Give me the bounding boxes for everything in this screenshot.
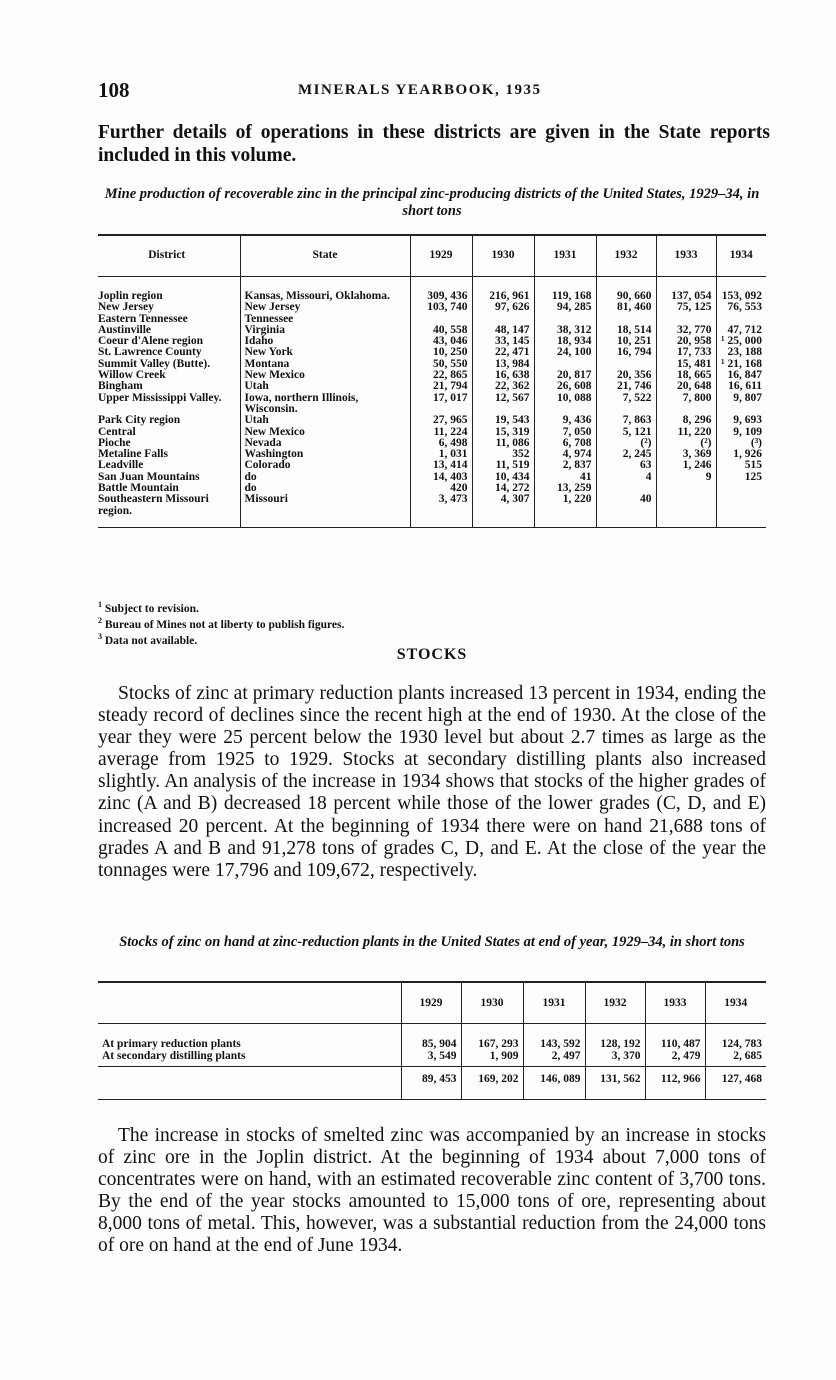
value-cell: 10, 434	[472, 472, 534, 483]
value-cell: ¹ 21, 168	[716, 359, 766, 370]
state-cell: New Mexico	[240, 370, 410, 381]
value-cell: 10, 088	[534, 393, 596, 416]
district-cell: Metaline Falls	[98, 448, 168, 461]
value-cell: 7, 800	[656, 393, 716, 416]
value-cell: (³)	[716, 438, 766, 449]
value-cell: 90, 660	[596, 277, 656, 303]
zinc-production-table	[98, 234, 766, 528]
total-cell: 169, 202	[461, 1067, 523, 1100]
table-row	[98, 277, 766, 303]
district-cell: Leadville	[98, 459, 144, 472]
table-cell: 2, 497	[523, 1050, 585, 1067]
district-cell: Southeastern Missouri region.	[98, 494, 240, 527]
value-cell: 43, 046	[410, 336, 472, 347]
value-cell: 14, 403	[410, 472, 472, 483]
value-cell: 21, 794	[410, 381, 472, 392]
total-cell: 89, 453	[401, 1067, 461, 1100]
value-cell: 5, 121	[596, 427, 656, 438]
footnote: $^2$ Bureau of Mines not at liberty to publish figures.	[98, 615, 345, 631]
table-cell: 143, 592	[523, 1024, 585, 1051]
column-header: 1932	[585, 982, 645, 1024]
table1-caption: Mine production of recoverable zinc in the principal zinc-producing districts of the United States, 1929–34, in short tons	[104, 186, 760, 219]
table-cell: 2, 685	[705, 1050, 766, 1067]
value-cell: 125	[716, 472, 766, 483]
district-cell: New Jersey	[98, 301, 154, 314]
intro-paragraph: Further details of operations in these districts are given in the State reports included in this volume.	[98, 122, 770, 166]
state-cell: Missouri	[240, 494, 410, 527]
district-cell: Summit Valley (Butte).	[98, 357, 211, 370]
value-cell	[656, 483, 716, 494]
page-header	[98, 78, 766, 104]
table-row	[98, 393, 766, 416]
total-cell: 127, 468	[705, 1067, 766, 1100]
district-cell: Eastern Tennessee	[98, 312, 188, 325]
state-cell: Colorado	[240, 460, 410, 471]
value-cell: 20, 958	[656, 336, 716, 347]
footnote: $^1$ Subject to revision.	[98, 600, 199, 615]
column-header: 1930	[472, 235, 534, 277]
table-cell: 3, 370	[585, 1050, 645, 1067]
stocks-paragraph: Stocks of zinc at primary reduction plants increased 13 percent in 1934, ending the steady record of declines since the recent high at the end of 1930. At the close of the year they were 25 percent below the 1930 level but about 2.7 times as large as the average from 1925 to 1929. Stocks at secondary distilling plants also increased slightly. An analysis of the increase in 1934 shows that stocks of the higher grades of zinc (A and B) decreased 18 percent while those of the lower grades (C, D, and E) increased 20 percent. At the beginning of 1934 there were on hand 21,688 tons of grades A and B and 91,278 tons of grades C, D, and E. At the close of the year the tonnages were 17,796 and 109,672, respectively.	[98, 683, 766, 881]
value-cell: ¹ 25, 000	[716, 336, 766, 347]
state-cell: Virginia	[240, 325, 410, 336]
value-cell: 15, 319	[472, 427, 534, 438]
value-cell: 3, 369	[656, 449, 716, 460]
state-cell: Washington	[240, 449, 410, 460]
value-cell	[656, 494, 716, 527]
state-cell: Utah	[240, 415, 410, 426]
value-cell: 1, 220	[534, 494, 596, 527]
value-cell: 27, 965	[410, 415, 472, 426]
value-cell: 38, 312	[534, 325, 596, 336]
table-row	[98, 1050, 766, 1067]
value-cell: 32, 770	[656, 325, 716, 336]
state-cell: New York	[240, 347, 410, 358]
value-cell: 9	[656, 472, 716, 483]
table-row	[98, 438, 766, 449]
district-cell: Central	[98, 425, 136, 438]
value-cell: 10, 251	[596, 336, 656, 347]
column-header: 1931	[534, 235, 596, 277]
value-cell: 2, 837	[534, 460, 596, 471]
value-cell: 75, 125	[656, 302, 716, 313]
column-header	[98, 982, 401, 1024]
value-cell: 63	[596, 460, 656, 471]
district-cell: Pioche	[98, 436, 131, 449]
table-cell: 3, 549	[401, 1050, 461, 1067]
page-number: 108	[98, 78, 130, 102]
value-cell: 7, 522	[596, 393, 656, 416]
value-cell: 103, 740	[410, 302, 472, 313]
table-cell: 1, 909	[461, 1050, 523, 1067]
value-cell: 20, 356	[596, 370, 656, 381]
value-cell: 33, 145	[472, 336, 534, 347]
value-cell: 137, 054	[656, 277, 716, 303]
state-cell: Tennessee	[240, 314, 410, 325]
table2-caption: Stocks of zinc on hand at zinc-reduction plants in the United States at end of year, 1929–34, in short tons	[119, 934, 745, 950]
value-cell: (²)	[656, 438, 716, 449]
value-cell: 16, 611	[716, 381, 766, 392]
value-cell: 50, 550	[410, 359, 472, 370]
column-header: District	[98, 235, 240, 277]
table1-header-row	[98, 235, 766, 277]
table-row	[98, 302, 766, 313]
column-header: State	[240, 235, 410, 277]
state-cell: New Jersey	[240, 302, 410, 313]
total-cell: 146, 089	[523, 1067, 585, 1100]
table2-header-row	[98, 982, 766, 1024]
value-cell: 1, 246	[656, 460, 716, 471]
value-cell: 40, 558	[410, 325, 472, 336]
table-row	[98, 427, 766, 438]
district-cell: Willow Creek	[98, 369, 166, 382]
value-cell	[716, 483, 766, 494]
zinc-stocks-table	[98, 981, 766, 1100]
value-cell: 14, 272	[472, 483, 534, 494]
state-cell: Montana	[240, 359, 410, 370]
table-cell: 167, 293	[461, 1024, 523, 1051]
district-cell: St. Lawrence County	[98, 346, 202, 359]
value-cell: 515	[716, 460, 766, 471]
value-cell: 40	[596, 494, 656, 527]
total-cell: 112, 966	[645, 1067, 705, 1100]
value-cell: 153, 092	[716, 277, 766, 303]
value-cell: 2, 245	[596, 449, 656, 460]
value-cell: 8, 296	[656, 415, 716, 426]
value-cell: 6, 708	[534, 438, 596, 449]
value-cell: 24, 100	[534, 347, 596, 358]
table-cell: 85, 904	[401, 1024, 461, 1051]
value-cell: 48, 147	[472, 325, 534, 336]
table-row	[98, 381, 766, 392]
value-cell: 41	[534, 472, 596, 483]
value-cell: 3, 473	[410, 494, 472, 527]
column-header: 1934	[716, 235, 766, 277]
column-header: 1932	[596, 235, 656, 277]
value-cell: 9, 436	[534, 415, 596, 426]
value-cell: 1, 926	[716, 449, 766, 460]
value-cell: 4, 307	[472, 494, 534, 527]
district-cell: Joplin region	[98, 290, 163, 302]
value-cell: 4	[596, 472, 656, 483]
value-cell: 16, 794	[596, 347, 656, 358]
row-label: At secondary distilling plants	[98, 1050, 401, 1067]
value-cell: 7, 050	[534, 427, 596, 438]
table-row	[98, 449, 766, 460]
column-header: 1934	[705, 982, 766, 1024]
section-heading: STOCKS	[396, 646, 468, 663]
value-cell: 11, 220	[656, 427, 716, 438]
value-cell: 16, 638	[472, 370, 534, 381]
ore-stocks-paragraph: The increase in stocks of smelted zinc was accompanied by an increase in stocks of zinc ore in the Joplin district. At the beginning of 1934 about 7,000 tons of concentrates were on hand, with an estimated recoverable zinc content of 3,700 tons. By the end of the year stocks amounted to 15,000 tons of ore, representing about 8,000 tons of metal. This, however, was a substantial reduction from the 24,000 tons of ore on hand at the end of June 1934.	[98, 1125, 766, 1257]
state-cell: do	[240, 483, 410, 494]
footnotes	[98, 599, 344, 646]
value-cell: 16, 847	[716, 370, 766, 381]
value-cell: 81, 460	[596, 302, 656, 313]
district-cell: Bingham	[98, 380, 143, 393]
value-cell: 11, 086	[472, 438, 534, 449]
state-cell: Utah	[240, 381, 410, 392]
value-cell: 20, 817	[534, 370, 596, 381]
column-header: 1929	[401, 982, 461, 1024]
value-cell: 26, 608	[534, 381, 596, 392]
value-cell: 9, 693	[716, 415, 766, 426]
district-cell: Upper Mississippi Valley.	[98, 391, 222, 404]
value-cell: 352	[472, 449, 534, 460]
table-row	[98, 359, 766, 370]
district-cell: Battle Mountain	[98, 482, 179, 495]
value-cell: 17, 017	[410, 393, 472, 416]
table-row	[98, 472, 766, 483]
footnote: $^3$ Data not available.	[98, 631, 198, 647]
running-head: MINERALS YEARBOOK, 1935	[298, 82, 542, 98]
value-cell: 18, 934	[534, 336, 596, 347]
value-cell: 9, 807	[716, 393, 766, 416]
row-label	[98, 1067, 401, 1100]
column-header: 1933	[656, 235, 716, 277]
value-cell: 9, 109	[716, 427, 766, 438]
value-cell: 216, 961	[472, 277, 534, 303]
table-cell: 124, 783	[705, 1024, 766, 1051]
value-cell: 17, 733	[656, 347, 716, 358]
value-cell: 309, 436	[410, 277, 472, 303]
value-cell: 11, 519	[472, 460, 534, 471]
value-cell: 94, 285	[534, 302, 596, 313]
total-cell: 131, 562	[585, 1067, 645, 1100]
value-cell: 18, 665	[656, 370, 716, 381]
value-cell: 19, 543	[472, 415, 534, 426]
value-cell: 12, 567	[472, 393, 534, 416]
value-cell: 1, 031	[410, 449, 472, 460]
state-cell: do	[240, 472, 410, 483]
table-cell: 2, 479	[645, 1050, 705, 1067]
value-cell: 23, 188	[716, 347, 766, 358]
state-cell: Kansas, Missouri, Oklahoma.	[240, 277, 410, 303]
value-cell: 11, 224	[410, 427, 472, 438]
district-cell: Austinville	[98, 323, 152, 336]
table-row	[98, 370, 766, 381]
table-row	[98, 494, 766, 527]
value-cell: 13, 259	[534, 483, 596, 494]
totals-row	[98, 1067, 766, 1100]
value-cell: 6, 498	[410, 438, 472, 449]
value-cell: 20, 648	[656, 381, 716, 392]
district-cell: Coeur d'Alene region	[98, 335, 203, 348]
column-header: 1933	[645, 982, 705, 1024]
value-cell: 18, 514	[596, 325, 656, 336]
value-cell: 22, 865	[410, 370, 472, 381]
value-cell: 10, 250	[410, 347, 472, 358]
district-cell: Park City region	[98, 414, 181, 427]
state-cell: Nevada	[240, 438, 410, 449]
value-cell: 15, 481	[656, 359, 716, 370]
column-header: 1931	[523, 982, 585, 1024]
value-cell: 21, 746	[596, 381, 656, 392]
state-cell: New Mexico	[240, 427, 410, 438]
column-header: 1929	[410, 235, 472, 277]
table-row	[98, 1024, 766, 1051]
state-cell: Iowa, northern Illinois, Wisconsin.	[240, 393, 410, 416]
value-cell: 76, 553	[716, 302, 766, 313]
value-cell: 22, 362	[472, 381, 534, 392]
value-cell: 97, 626	[472, 302, 534, 313]
value-cell	[716, 494, 766, 527]
value-cell: 119, 168	[534, 277, 596, 303]
district-cell: San Juan Mountains	[98, 470, 200, 483]
value-cell: 13, 414	[410, 460, 472, 471]
value-cell: 13, 984	[472, 359, 534, 370]
table-cell: 110, 487	[645, 1024, 705, 1051]
value-cell: 4, 974	[534, 449, 596, 460]
value-cell: 420	[410, 483, 472, 494]
column-header: 1930	[461, 982, 523, 1024]
table1-body	[98, 277, 766, 528]
table-row	[98, 314, 766, 325]
value-cell: 22, 471	[472, 347, 534, 358]
table-cell: 128, 192	[585, 1024, 645, 1051]
row-label: At primary reduction plants	[102, 1038, 241, 1050]
value-cell: (²)	[596, 438, 656, 449]
state-cell: Idaho	[240, 336, 410, 347]
value-cell: 7, 863	[596, 415, 656, 426]
value-cell: 47, 712	[716, 325, 766, 336]
table-row	[98, 415, 766, 426]
